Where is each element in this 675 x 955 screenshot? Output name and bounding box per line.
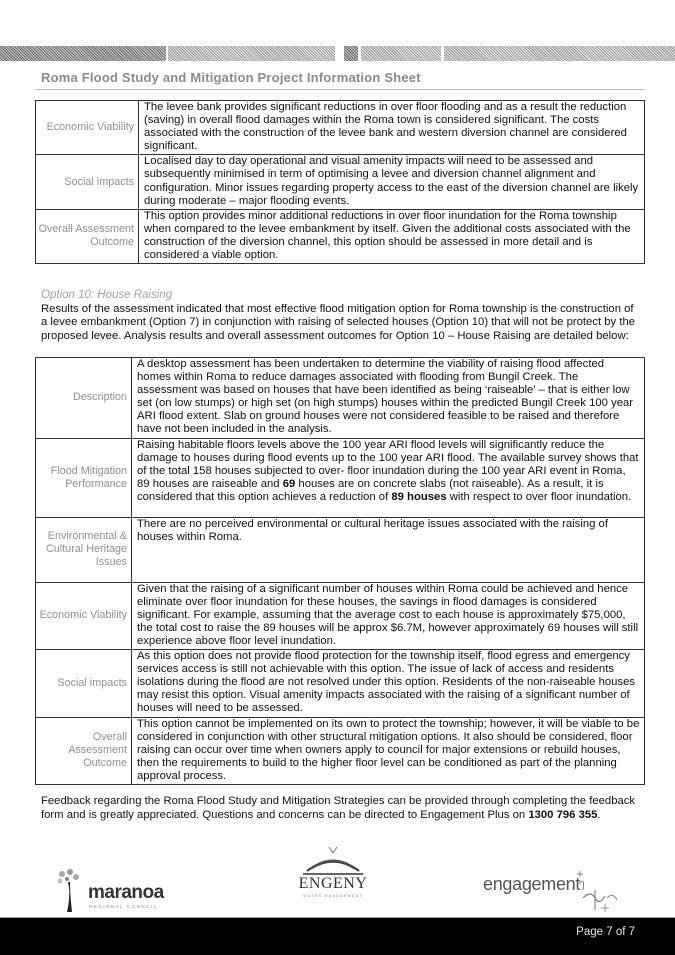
header-band-segment: [361, 46, 441, 61]
table-row: [36, 209, 645, 263]
row-text: This option cannot be implemented on its own to protect the township; however, it will be viable to be considered in conjunction with other structural mitigation options. It also should be considered, floor raising can occur over time when owners apply to council for major extensions or rebuild houses, then the requirements to build to the higher floor level can be conditioned as part of the planning approval process.: [132, 717, 645, 784]
page-footer: [0, 918, 675, 955]
row-text: Localised day to day operational and visual amenity impacts will need to be assessed and subsequently minimised in term of optimising a levee and diversion channel alignment and configuration. Minor issues regarding property access to the east of the diversion channel are likely during moderate – major flooding events.: [139, 155, 645, 209]
header-band-segment: [168, 46, 335, 61]
table-row: [36, 650, 645, 717]
row-label: Social impacts: [36, 155, 139, 209]
emphasis: 69: [282, 477, 296, 490]
table-row: [36, 101, 645, 155]
header-band-segment: [0, 46, 166, 61]
wave-icon: [301, 845, 365, 875]
row-label: Overall Assessment Outcome: [36, 209, 139, 263]
tree-icon: [56, 868, 84, 914]
row-label: Overall Assessment Outcome: [36, 717, 132, 784]
option7-assessment-table: [35, 100, 645, 264]
row-label: Description: [36, 358, 132, 439]
logo-text: engagement: [483, 874, 581, 894]
row-text: As this option does not provide flood protection for the township itself, flood egress and emergency services access is still not achievable with this option. The issue of lack of access and residents isolations during the flood are not resolved under this option. Residents of the non-raiseable houses may resist this option. Visual amenity impacts associated with the raising of a significant number of houses will need to be assessed.: [132, 650, 645, 717]
row-text: This option provides minor additional reductions in over floor inundation for the Roma township when compared to the levee embankment by itself. Given the additional costs associated with the construction of the diversion channel, this option should be assessed in more detail and is considered a viable option.: [139, 209, 645, 263]
header-band-segment: [344, 46, 358, 61]
row-text: There are no perceived environmental or cultural heritage issues associated with the raising of houses within Roma.: [132, 517, 645, 582]
title-divider: [35, 89, 645, 90]
row-label: Social impacts: [36, 650, 132, 717]
emphasis: 89 houses: [391, 490, 447, 503]
logo-subtext: WATER MANAGEMENT: [303, 893, 363, 898]
logo-text: ENGENY: [298, 875, 368, 892]
row-text: A desktop assessment has been undertaken to determine the viability of raising flood affected homes within Roma to reduce damages associated with flooding from Bungil Creek. The assessment was based on houses that have been identified as being ‘raiseable’ – that is either low set (on low stumps) or high set (on high stumps) houses within the predicted Bungil Creek 100 year ARI flood extent. Slab on ground houses were not considered feasible to be raised and therefore have not been included in the analysis.: [132, 358, 645, 439]
engagement-plus-logo: [483, 868, 633, 914]
row-text: Raising habitable floors levels above the 100 year ARI flood levels will significantly reduce the damage to houses during flood events up to the 100 year ARI flood. The available survey shows that of the total 158 houses subjected to over- floor inundation during the 100 year ARI event in Roma, 89 houses are raiseable and 69 houses are on concrete slabs (not raiseable). As a result, it is considered that this option achieves a reduction of 89 houses with respect to over floor inundation.: [132, 438, 645, 517]
table-row: [36, 517, 645, 582]
row-text: The levee bank provides significant reductions in over floor flooding and as a result the reduction (saving) in overall flood damages within the Roma town is considered significant. The costs associated with the construction of the levee bank and western diversion channel are considered significant.: [139, 101, 645, 155]
document-title: Roma Flood Study and Mitigation Project Information Sheet: [41, 70, 421, 85]
logo-text: maranoa: [88, 882, 164, 903]
section-heading: Option 10: House Raising: [41, 289, 173, 301]
phone-number: 1300 796 355: [528, 809, 598, 822]
table-row: [36, 582, 645, 649]
table-row: [36, 717, 645, 784]
row-label: Environmental & Cultural Heritage Issues: [36, 517, 132, 582]
plus-script-icon: [573, 868, 633, 914]
maranoa-logo: [56, 868, 176, 914]
row-label: Economic Viability: [36, 582, 132, 649]
section-intro: Results of the assessment indicated that most effective flood mitigation option for Roma township is the construction of a levee embankment (Option 7) in conjunction with raising of selected houses (Option 10) that will not be protect by the proposed levee. Analysis results and overall assessment outcomes for Option 10 – House Raising are detailed below:: [41, 303, 636, 342]
feedback-paragraph: Feedback regarding the Roma Flood Study and Mitigation Strategies can be provided through completing the feedback form and is greatly appreciated. Questions and concerns can be directed to Engagement Plus on 1300 796 355.: [41, 795, 636, 822]
table-row: [36, 438, 645, 517]
row-label: Flood Mitigation Performance: [36, 438, 132, 517]
row-text: Given that the raising of a significant number of houses within Roma could be achieved and hence eliminate over floor inundation for these houses, the savings in flood damages is considered significant. For example, assuming that the average cost to each house is approximately $75,000, the total cost to raise the 89 houses will be approx $6.7M, however approximately 69 houses will still experience above floor level inundation.: [132, 582, 645, 649]
engeny-logo: [293, 845, 373, 898]
table-row: [36, 358, 645, 439]
option10-assessment-table: [35, 357, 645, 785]
table-row: [36, 155, 645, 209]
row-label: Economic Viability: [36, 101, 139, 155]
header-band-segment: [444, 46, 675, 61]
page-number: Page 7 of 7: [576, 926, 635, 938]
logo-subtext: REGIONAL COUNCIL: [89, 904, 158, 909]
